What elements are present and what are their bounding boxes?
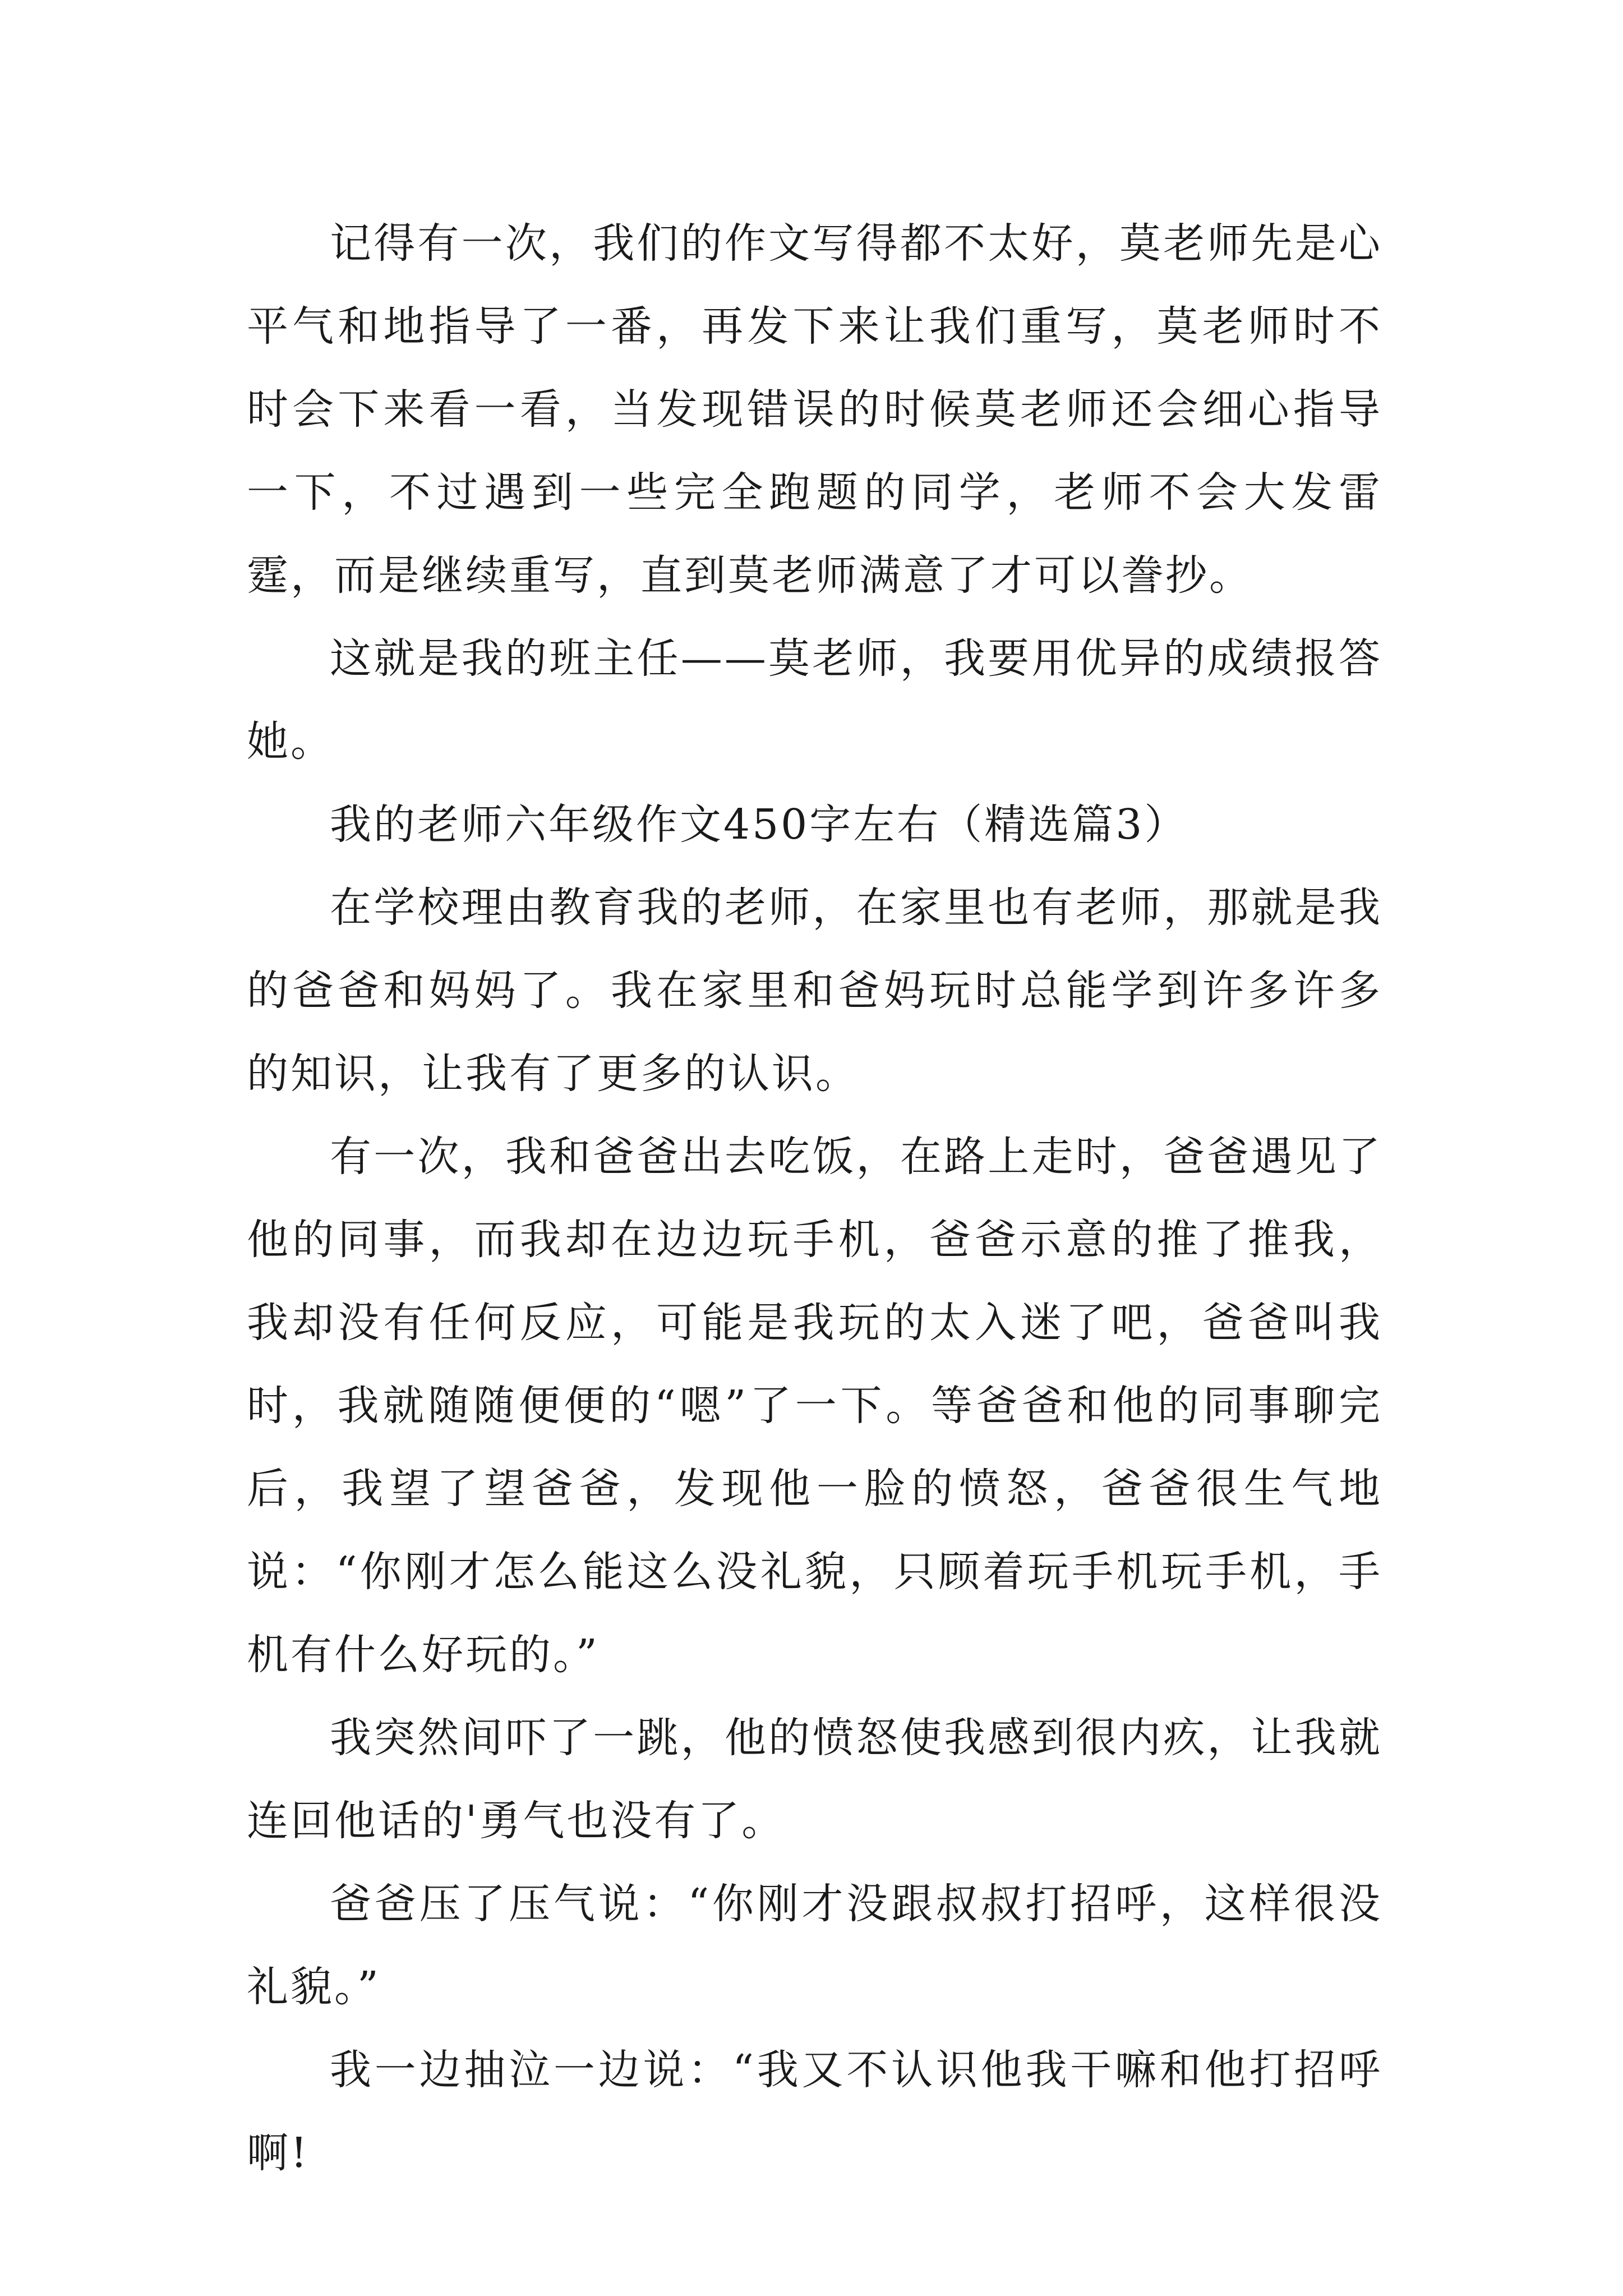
paragraph-7: 我一边抽泣一边说：“我又不认识他我干嘛和他打招呼啊! [247,2046,1382,2177]
paragraph-2: 这就是我的班主任——莫老师，我要用优异的成绩报答她。 [247,634,1382,766]
paragraph-5: 我突然间吓了一跳，他的愤怒使我感到很内疚，让我就连回他话的'勇气也没有了。 [247,1714,1382,1845]
document-body [247,202,1382,2194]
paragraph-4: 有一次，我和爸爸出去吃饭，在路上走时，爸爸遇见了他的同事，而我却在边边玩手机，爸爸示意的推了推我，我却没有任何反应，可能是我玩的太入迷了吧，爸爸叫我时，我就随随便便的“嗯”了一下。等爸爸和他的同事聊完后，我望了望爸爸，发现他一脸的愤怒，爸爸很生气地说：“你刚才怎么能这么没礼貌，只顾着玩手机玩手机，手机有什么好玩的。” [247,1133,1382,1679]
paragraph-6: 爸爸压了压气说：“你刚才没跟叔叔打招呼，这样很没礼貌。” [247,1880,1382,2011]
paragraph-3: 在学校理由教育我的老师，在家里也有老师，那就是我的爸爸和妈妈了。我在家里和爸妈玩时总能学到许多许多的知识，让我有了更多的认识。 [247,884,1382,1098]
section-heading: 我的老师六年级作文450字左右（精选篇3） [330,800,1188,849]
paragraph-1: 记得有一次，我们的作文写得都不太好，莫老师先是心平气和地指导了一番，再发下来让我们重写，莫老师时不时会下来看一看，当发现错误的时候莫老师还会细心指导一下，不过遇到一些完全跑题的同学，老师不会大发雷霆，而是继续重写，直到莫老师满意了才可以誊抄。 [247,219,1382,600]
